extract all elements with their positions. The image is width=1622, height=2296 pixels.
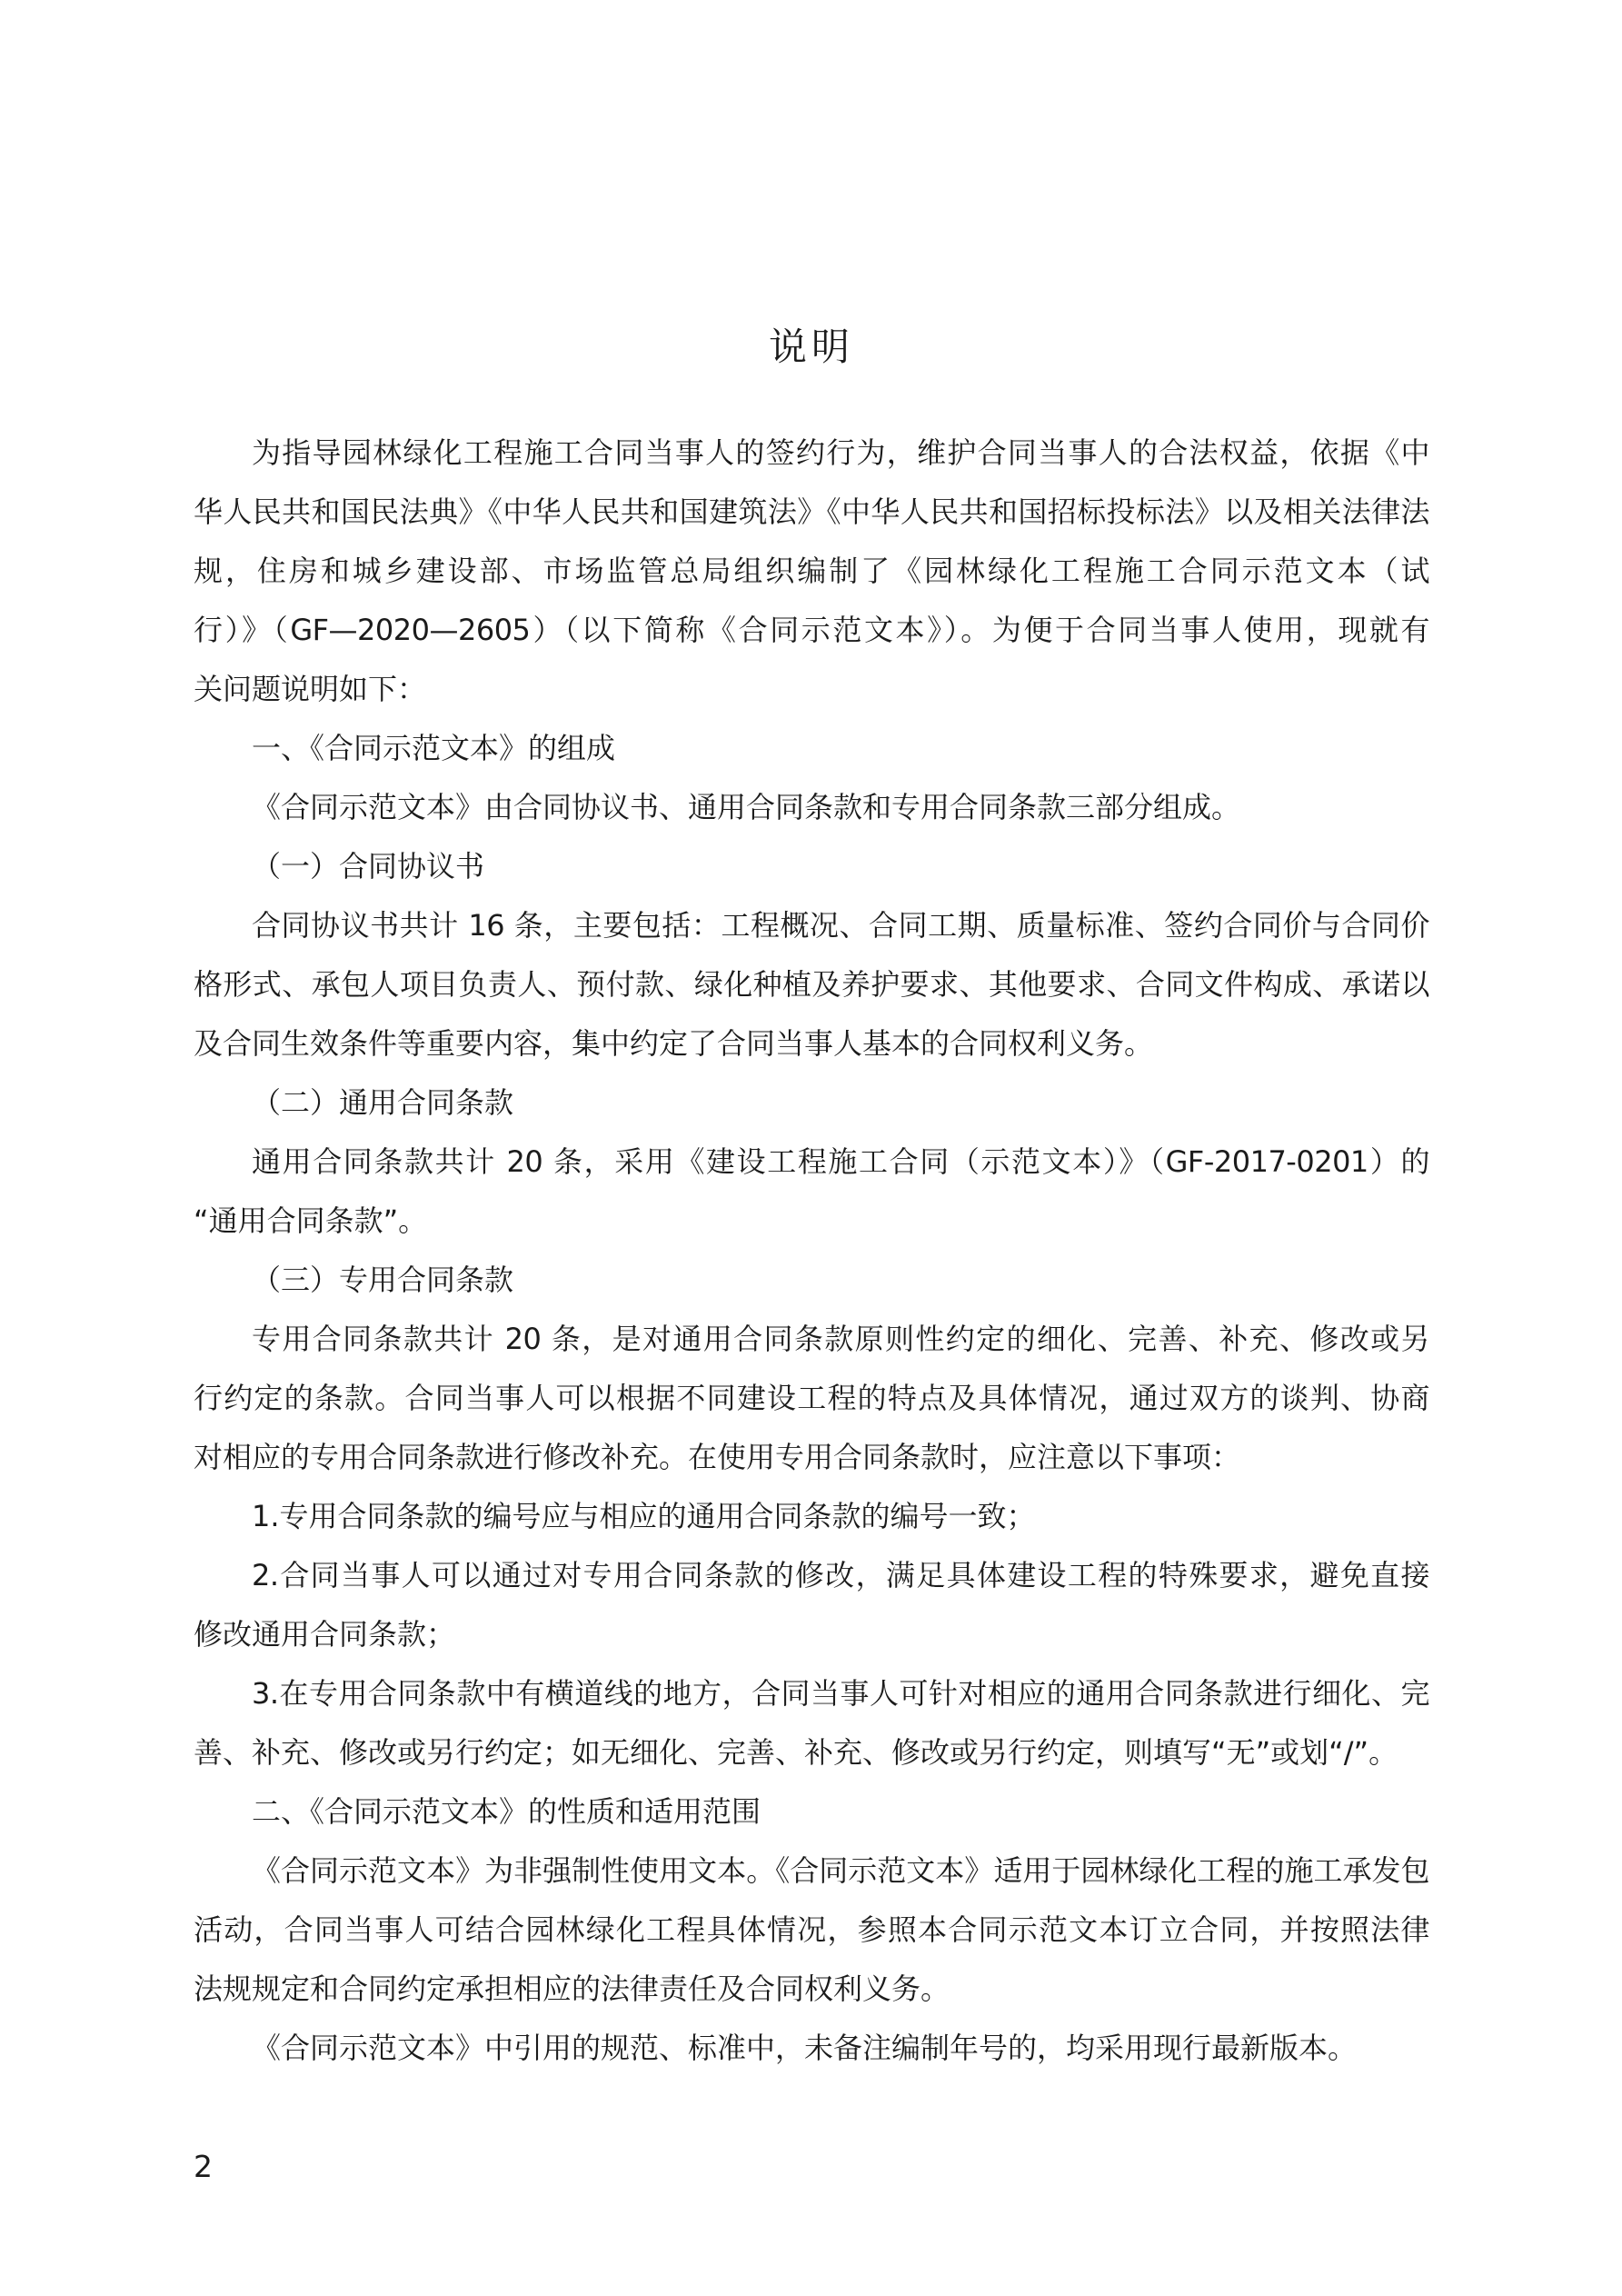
- text-line: 专用合同条款共计 20 条，是对通用合同条款原则性约定的细化、完善、补充、修改或另: [252, 1322, 1429, 1356]
- text-line: 合同协议书共计 16 条，主要包括：工程概况、合同工期、质量标准、签约合同价与合同价: [252, 908, 1429, 943]
- text-line: 修改通用合同条款；: [194, 1617, 456, 1652]
- text-line: 关问题说明如下：: [194, 672, 427, 706]
- text-line: 法规规定和合同约定承担相应的法律责任及合同权利义务。: [194, 1972, 950, 2006]
- text-line: 3.在专用合同条款中有横道线的地方，合同当事人可针对相应的通用合同条款进行细化、完: [252, 1676, 1429, 1711]
- text-line: 华人民共和国民法典》《中华人民共和国建筑法》《中华人民共和国招标投标法》以及相关法律法: [194, 494, 1429, 529]
- document-lines: [194, 424, 1429, 2078]
- text-line: 通用合同条款共计 20 条，采用《建设工程施工合同（示范文本）》（GF-2017-0201）的: [252, 1144, 1429, 1179]
- text-line: 为指导园林绿化工程施工合同当事人的签约行为，维护合同当事人的合法权益，依据《中: [252, 435, 1429, 470]
- text-line: 行）》（GF—2020—2605）（以下简称《合同示范文本》）。为便于合同当事人使用，现就有: [194, 613, 1429, 647]
- page-number: 2: [194, 2149, 213, 2184]
- text-line: 规，住房和城乡建设部、市场监管总局组织编制了《园林绿化工程施工合同示范文本（试: [194, 554, 1429, 588]
- text-line: 格形式、承包人项目负责人、预付款、绿化种植及养护要求、其他要求、合同文件构成、承诺以: [194, 967, 1429, 1002]
- text-line: 一、《合同示范文本》的组成: [252, 731, 616, 765]
- page-title: 说明: [768, 324, 854, 369]
- text-line: “通用合同条款”。: [194, 1203, 428, 1238]
- text-line: 善、补充、修改或另行约定；如无细化、完善、补充、修改或另行约定，则填写“无”或划“/”。: [194, 1735, 1398, 1770]
- text-line: 对相应的专用合同条款进行修改补充。在使用专用合同条款时，应注意以下事项：: [194, 1440, 1241, 1474]
- text-line: （三）专用合同条款: [252, 1263, 514, 1297]
- text-line: 《合同示范文本》由合同协议书、通用合同条款和专用合同条款三部分组成。: [252, 790, 1241, 824]
- text-line: 二、《合同示范文本》的性质和适用范围: [252, 1794, 761, 1829]
- text-line: 行约定的条款。合同当事人可以根据不同建设工程的特点及具体情况，通过双方的谈判、协商: [194, 1381, 1429, 1415]
- text-line: （二）通用合同条款: [252, 1085, 514, 1120]
- text-line: 2.合同当事人可以通过对专用合同条款的修改，满足具体建设工程的特殊要求，避免直接: [252, 1558, 1429, 1592]
- text-line: 1.专用合同条款的编号应与相应的通用合同条款的编号一致；: [252, 1499, 1036, 1533]
- text-line: 及合同生效条件等重要内容，集中约定了合同当事人基本的合同权利义务。: [194, 1026, 1154, 1061]
- text-line: 《合同示范文本》为非强制性使用文本。《合同示范文本》适用于园林绿化工程的施工承发包: [252, 1853, 1429, 1888]
- text-line: 活动，合同当事人可结合园林绿化工程具体情况，参照本合同示范文本订立合同，并按照法律: [194, 1912, 1429, 1947]
- text-line: 《合同示范文本》中引用的规范、标准中，未备注编制年号的，均采用现行最新版本。: [252, 2031, 1358, 2065]
- text-line: （一）合同协议书: [252, 849, 485, 883]
